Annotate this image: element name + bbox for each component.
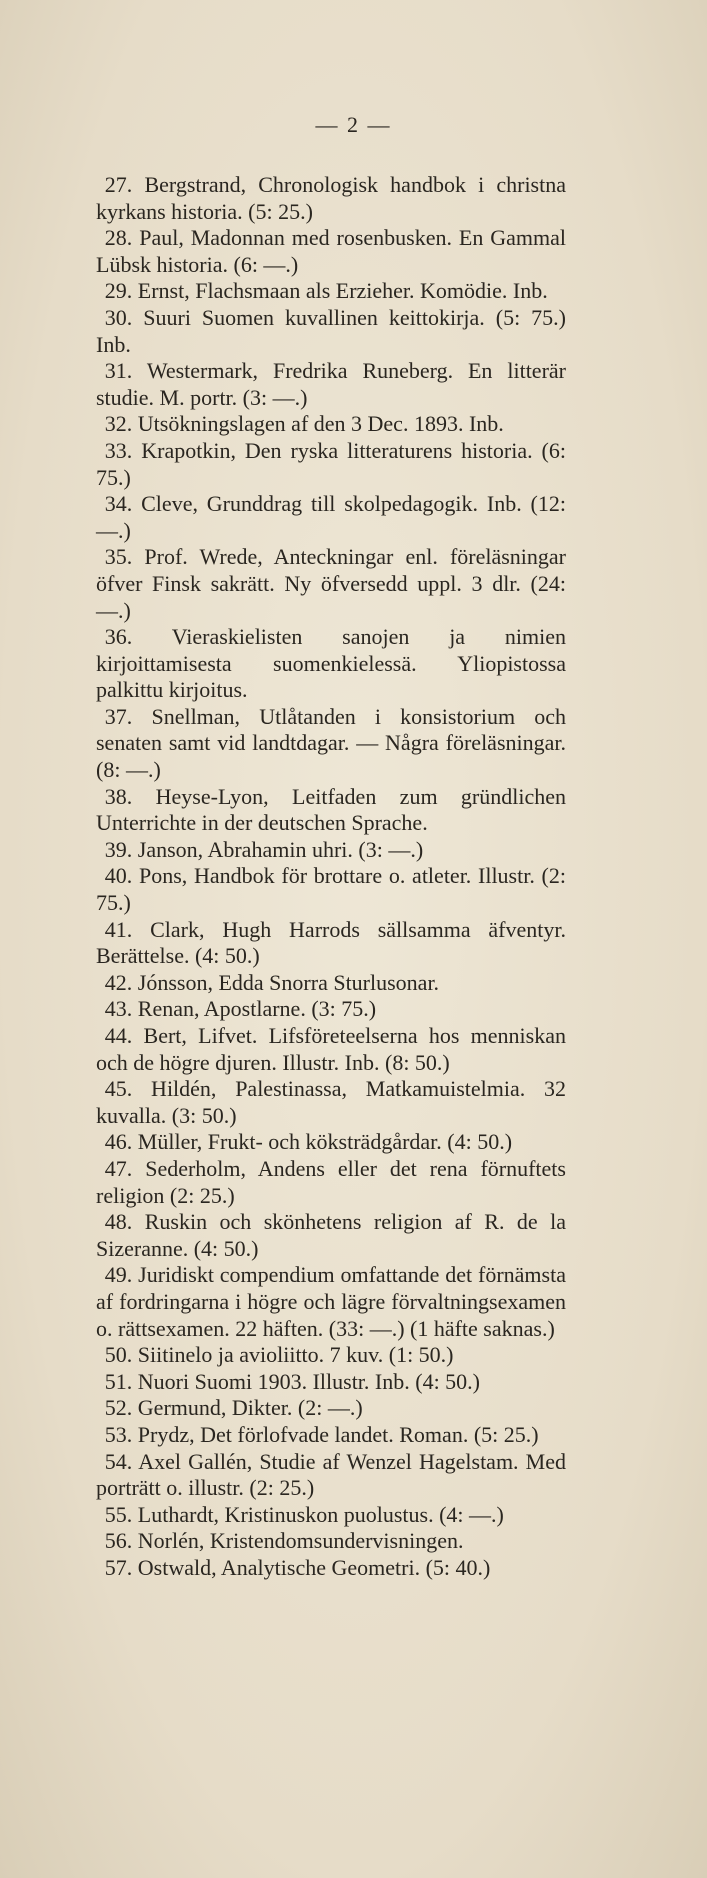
catalog-entry: 38. Heyse-Lyon, Leitfaden zum gründlichen Unterrichte in der deutschen Sprache. <box>96 783 566 836</box>
catalog-entry: 44. Bert, Lifvet. Lifsföreteelserna hos menniskan och de högre djuren. Illustr. Inb. (8: 50.) <box>96 1023 566 1075</box>
catalog-entry: 29. Ernst, Flachsmaan als Erzieher. Komödie. Inb. <box>104 278 548 304</box>
catalog-entry: 31. Westermark, Fredrika Runeberg. En litterär studie. M. portr. (3: —.) <box>96 358 566 410</box>
catalog-entry: 47. Sederholm, Andens eller det rena förnuftets religion (2: 25.) <box>96 1155 566 1208</box>
catalog-entry: 43. Renan, Apostlarne. (3: 75.) <box>104 996 377 1022</box>
catalog-entries <box>96 172 566 1581</box>
catalog-entry: 30. Suuri Suomen kuvallinen keittokirja. (5: 75.) Inb. <box>96 304 566 357</box>
catalog-entry: 42. Jónsson, Edda Snorra Sturlusonar. <box>104 969 440 995</box>
catalog-entry: 45. Hildén, Palestinassa, Matkamuistelmia. 32 kuvalla. (3: 50.) <box>96 1076 566 1128</box>
catalog-entry: 41. Clark, Hugh Harrods sällsamma äfventyr. Berättelse. (4: 50.) <box>96 916 566 969</box>
catalog-entry: 37. Snellman, Utlåtanden i konsistorium och senaten samt vid landtdagar. — Några föreläsningar. (8: —.) <box>96 703 566 783</box>
catalog-entry: 56. Norlén, Kristendomsundervisningen. <box>104 1528 464 1554</box>
catalog-entry: 55. Luthardt, Kristinuskon puolustus. (4: —.) <box>104 1501 504 1527</box>
catalog-entry: 57. Ostwald, Analytische Geometri. (5: 40.) <box>104 1554 491 1580</box>
catalog-entry: 35. Prof. Wrede, Anteckningar enl. föreläsningar öfver Finsk sakrätt. Ny öfversedd uppl. 3 dlr. (24: —.) <box>96 544 566 623</box>
catalog-entry: 54. Axel Gallén, Studie af Wenzel Hagelstam. Med porträtt o. illustr. (2: 25.) <box>96 1448 566 1501</box>
catalog-entry: 27. Bergstrand, Chronologisk handbok i christna kyrkans historia. (5: 25.) <box>96 172 566 224</box>
catalog-entry: 34. Cleve, Grunddrag till skolpedagogik. Inb. (12: —.) <box>96 491 566 543</box>
catalog-entry: 50. Siitinelo ja avioliitto. 7 kuv. (1: 50.) <box>104 1342 454 1368</box>
catalog-entry: 28. Paul, Madonnan med rosenbusken. En Gammal Lübsk historia. (6: —.) <box>96 225 566 277</box>
catalog-entry: 40. Pons, Handbok för brottare o. atleter. Illustr. (2: 75.) <box>96 863 566 916</box>
page-number: — 2 — <box>315 112 392 137</box>
catalog-entry: 46. Müller, Frukt- och köksträdgårdar. (4: 50.) <box>104 1129 513 1155</box>
catalog-entry: 39. Janson, Abrahamin uhri. (3: —.) <box>104 836 424 862</box>
catalog-entry: 53. Prydz, Det förlofvade landet. Roman. (5: 25.) <box>104 1421 539 1447</box>
catalog-entry: 48. Ruskin och skönhetens religion af R. de la Sizeranne. (4: 50.) <box>96 1209 566 1261</box>
catalog-entry: 52. Germund, Dikter. (2: —.) <box>104 1395 363 1421</box>
catalog-entry: 33. Krapotkin, Den ryska litteraturens historia. (6: 75.) <box>96 437 566 490</box>
catalog-entry: 51. Nuori Suomi 1903. Illustr. Inb. (4: 50.) <box>104 1368 481 1394</box>
catalog-entry: 49. Juridiskt compendium omfattande det förnämsta af fordringarna i högre och lägre förvaltningsexamen o. rättsexamen. 22 häften. (33: —.) (1 häfte saknas.) <box>96 1262 566 1341</box>
catalog-entry: 32. Utsökningslagen af den 3 Dec. 1893. Inb. <box>104 411 504 437</box>
catalog-entry: 36. Vieraskielisten sanojen ja nimien kirjoittamisesta suomenkielessä. Yliopistossa palkittu kirjoitus. <box>96 624 566 703</box>
